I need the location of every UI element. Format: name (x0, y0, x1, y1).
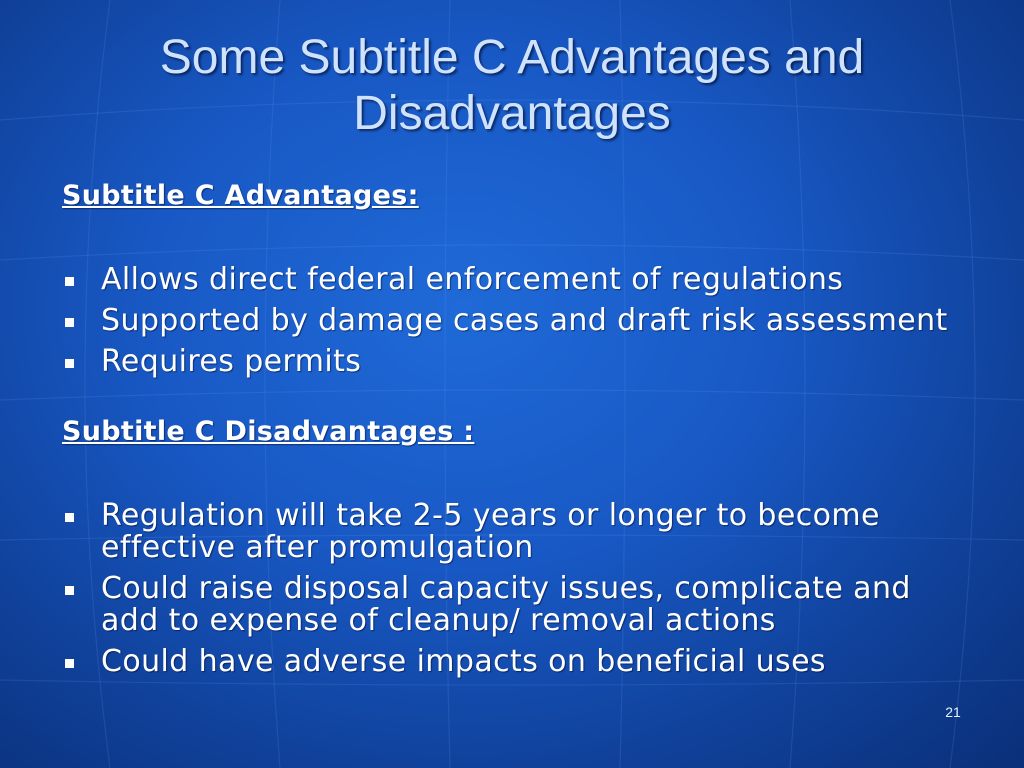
list-item (62, 346, 962, 378)
slide-content (62, 178, 962, 687)
advantages-heading: Subtitle C Advantages: (62, 180, 419, 211)
disadvantages-heading: Subtitle C Disadvantages : (62, 416, 475, 447)
square-bullet-icon (65, 318, 74, 327)
advantage-text: Allows direct federal enforcement of regulations (101, 262, 844, 297)
disadvantage-text: Could raise disposal capacity issues, complicate and add to expense of cleanup/ removal actions (101, 571, 911, 638)
advantages-list (62, 264, 962, 378)
disadvantage-text: Regulation will take 2-5 years or longer to become effective after promulgation (101, 498, 880, 565)
square-bullet-icon (65, 513, 74, 522)
advantage-text: Supported by damage cases and draft risk assessment (101, 303, 948, 338)
disadvantages-section (62, 414, 962, 450)
slide-title: Some Subtitle C Advantages and Disadvantages (159, 31, 865, 140)
spacer (62, 214, 962, 264)
list-item (62, 264, 962, 296)
square-bullet-icon (65, 659, 74, 668)
square-bullet-icon (65, 359, 74, 368)
page-number: 21 (945, 704, 961, 720)
disadvantages-list (62, 500, 962, 678)
square-bullet-icon (65, 586, 74, 595)
square-bullet-icon (65, 277, 74, 286)
disadvantage-text: Could have adverse impacts on beneficial uses (101, 644, 826, 679)
list-item (62, 646, 962, 678)
list-item (62, 305, 962, 337)
advantage-text: Requires permits (101, 344, 362, 379)
list-item (62, 573, 962, 637)
list-item (62, 500, 962, 564)
spacer (62, 450, 962, 500)
